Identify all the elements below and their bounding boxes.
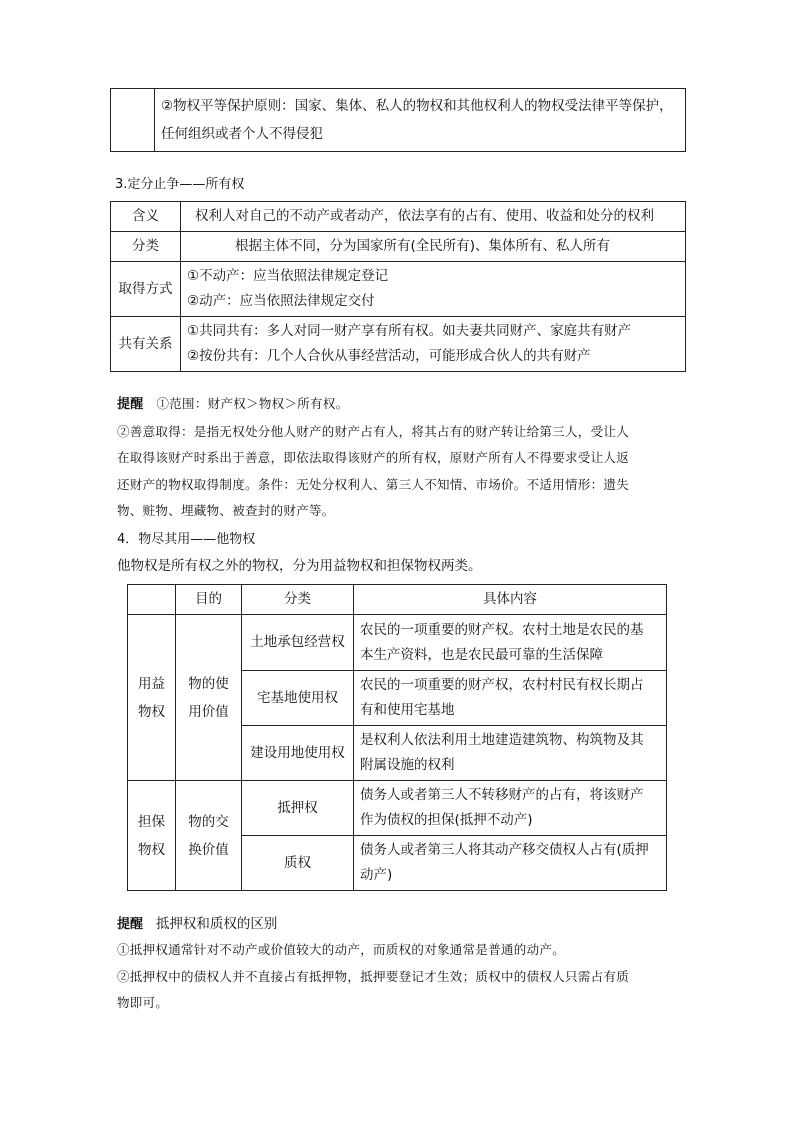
principle-table [110, 88, 686, 152]
tip-2 [117, 912, 629, 1017]
table-row [128, 615, 667, 671]
item-content-line: 债务人或者第三人将其动产移交债权人占有(质押 [360, 842, 649, 858]
tip-2-line-3: 物即可。 [117, 995, 169, 1010]
tip-label: 提醒 [117, 917, 144, 932]
ownership-table [110, 201, 686, 372]
item-content [354, 671, 667, 726]
row-content [181, 262, 686, 317]
table-row [111, 232, 686, 262]
table-row [128, 781, 667, 836]
item-content-line: 本生产资料，也是农民最可靠的生活保障 [360, 646, 603, 663]
header-cell: 目的 [176, 585, 242, 615]
item-type: 抵押权 [242, 781, 354, 836]
tip-2-line-1: ①抵押权通常针对不动产或价值较大的动产，而质权的对象通常是普通的动产。 [117, 942, 566, 957]
tip-1-line-3: 在取得该财产时系出于善意，即依法取得该财产的所有权，原财产所有人不得要求受让人返 [117, 450, 630, 465]
principle-line-2: 任何组织或者个人不得侵犯 [161, 126, 323, 142]
item-content [354, 836, 667, 891]
row-content [181, 202, 686, 232]
tip-1-line-4: 还财产的物权取得制度。条件：无处分权利人、第三人不知情、市场价。不适用情形：遗失 [117, 476, 630, 492]
group-name-line: 担保 [138, 813, 165, 830]
group-purpose-line: 物的使 [188, 675, 229, 692]
row-label: 取得方式 [111, 262, 181, 317]
section-4-title: 4．物尽其用——他物权 [117, 532, 256, 547]
tip-1-text-1: ①范围：财产权＞物权＞所有权。 [156, 396, 349, 411]
header-cell [128, 585, 176, 615]
table-header-row [128, 585, 667, 615]
row-label: 共有关系 [111, 317, 181, 372]
tip-1-line-5: 物、赃物、埋藏物、被查封的财产等。 [117, 503, 335, 518]
tip-1 [117, 391, 629, 525]
row-content-line: ①共同共有：多人对同一财产享有所有权。如夫妻共同财产、家庭共有财产 [187, 323, 632, 339]
tip-2-line-2: ②抵押权中的债权人并不直接占有抵押物，抵押要登记才生效；质权中的债权人只需占有质 [117, 968, 630, 984]
group-name [128, 615, 176, 781]
item-content-line: 作为债权的担保(抵押不动产) [360, 812, 533, 828]
item-content-line: 农民的一项重要的财产权。农村土地是农民的基 [360, 621, 644, 638]
group-name-line: 物权 [138, 703, 165, 720]
item-type: 宅基地使用权 [242, 671, 354, 726]
group-name-line: 物权 [138, 841, 165, 858]
item-content-line: 附属设施的权利 [360, 757, 455, 773]
row-content-line: ②动产：应当依照法律规定交付 [187, 293, 375, 309]
group-name-line: 用益 [138, 675, 165, 692]
tip-1-line-2: ②善意取得：是指无权处分他人财产的财产占有人，将其占有的财产转让给第三人，受让人 [117, 423, 630, 439]
row-content-line: ②按份共有：几个人合伙从事经营活动，可能形成合伙人的共有财产 [187, 348, 591, 364]
item-type: 质权 [242, 836, 354, 891]
item-type: 建设用地使用权 [242, 726, 354, 781]
tip-label: 提醒 [117, 397, 144, 412]
table-row [111, 317, 686, 372]
other-rights-table [127, 584, 667, 891]
item-content-line: 债务人或者第三人不转移财产的占有，将该财产 [360, 787, 644, 803]
group-name [128, 781, 176, 891]
item-content-line: 是权利人依法利用土地建造建筑物、构筑物及其 [360, 732, 644, 748]
row-label: 含义 [111, 202, 181, 232]
tip-2-title: 抵押权和质权的区别 [155, 916, 278, 932]
header-cell: 分类 [242, 585, 354, 615]
tip-2-heading [117, 912, 629, 937]
group-purpose [176, 615, 242, 781]
group-purpose-line: 用价值 [188, 703, 229, 720]
table-cell-empty [111, 89, 155, 152]
table-row [111, 262, 686, 317]
item-content-line: 动产) [360, 867, 393, 883]
row-content [181, 317, 686, 372]
section-3-title: 3.定分止争——所有权 [115, 177, 245, 192]
table-cell [155, 89, 686, 152]
item-content [354, 615, 667, 671]
item-content-line: 有和使用宅基地 [360, 702, 455, 718]
header-cell: 具体内容 [354, 585, 667, 615]
row-content-line: ①不动产：应当依照法律规定登记 [187, 268, 389, 284]
tip-1-line-1 [117, 391, 629, 419]
group-purpose [176, 781, 242, 891]
principle-line-1: ②物权平等保护原则：国家、集体、私人的物权和其他权利人的物权受法律平等保护， [161, 98, 673, 114]
item-content-line: 农民的一项重要的财产权，农村村民有权长期占 [360, 677, 644, 693]
row-content-line: 权利人对自己的不动产或者动产，依法享有的占有、使用、收益和处分的权利 [195, 208, 654, 224]
table-row [111, 89, 686, 152]
row-content [181, 232, 686, 262]
section-4-intro: 他物权是所有权之外的物权，分为用益物权和担保物权两类。 [117, 558, 482, 574]
item-content [354, 726, 667, 781]
group-purpose-line: 换价值 [188, 841, 229, 858]
row-label: 分类 [111, 232, 181, 262]
item-type: 土地承包经营权 [242, 615, 354, 671]
row-content-line: 根据主体不同，分为国家所有(全民所有)、集体所有、私人所有 [235, 238, 611, 254]
group-purpose-line: 物的交 [188, 813, 229, 830]
item-content [354, 781, 667, 836]
table-row [111, 202, 686, 232]
